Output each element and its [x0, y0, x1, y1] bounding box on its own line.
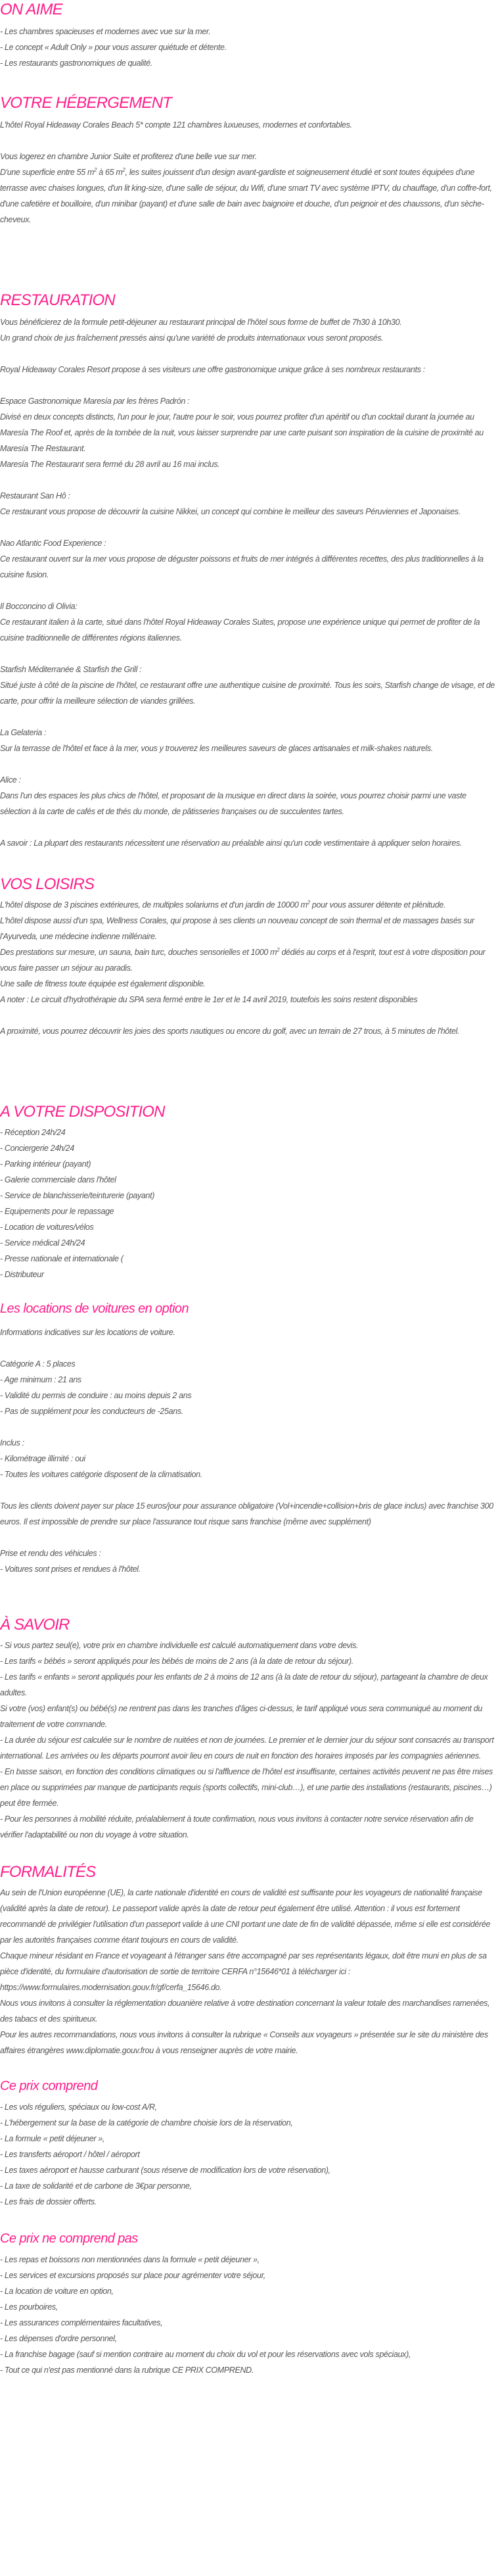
restaurant-block — [0, 662, 498, 709]
list-item: - Parking intérieur (payant) — [0, 1159, 91, 1169]
restaurant-description: Ce restaurant ouvert sur la mer vous propose de déguster poissons et fruits de mer intégrés à différentes recettes, des plus traditionnelles à la cuisine fusion. — [0, 554, 484, 579]
list-item: - Les frais de dossier offerts. — [0, 2197, 97, 2206]
breakfast-info: Vous bénéficierez de la formule petit-déjeuner au restaurant principal de l'hôtel sous forme de buffet de 7h30 à 10h30. — [0, 318, 402, 327]
section-title-on-aime: ON AIME — [0, 1, 62, 18]
section-title-restauration: RESTAURATION — [0, 291, 115, 309]
pickup-label: Prise et rendu des véhicules : — [0, 1549, 101, 1558]
list-item: - Les transferts aéroport / hôtel / aéroport — [0, 2150, 140, 2159]
room-type: Vous logerez en chambre Junior Suite et profiterez d'une belle vue sur mer. — [0, 152, 257, 161]
section-title-price-excludes: Ce prix ne comprend pas — [0, 2231, 138, 2246]
section-loisirs — [0, 875, 498, 1039]
restaurant-name: Espace Gastronomique Maresía par les frères Padrón : — [0, 397, 190, 406]
list-item: - Location de voitures/vélos — [0, 1223, 94, 1232]
section-title-formalites: FORMALITÉS — [0, 1863, 96, 1881]
cerfa-link[interactable] — [0, 1980, 498, 1995]
restaurant-name: La Gelateria : — [0, 728, 47, 737]
list-item: - Equipements pour le repassage — [0, 1207, 114, 1216]
minors-info: Chaque mineur résidant en France et voyageant à l'étranger sans être accompagné par ses représentants légaux, doit être muni en plus de sa pièce d'identité, du formulaire d'autorisation de sortie de territoire CERFA n°15646*01 à télécharger ici : — [0, 1951, 487, 1976]
restaurant-description: Divisé en deux concepts distincts, l'un pour le jour, l'autre pour le soir, vous pourrez profiter d'un apéritif ou d'un cocktail durant la journée au Maresía The Roof et, après de la tombée de la nuit, vous laisser surprendre par une carte puisant son inspiration de la cuisine de proximité au Maresía The Restaurant. — [0, 412, 484, 453]
spa-info: L'hôtel dispose aussi d'un spa, Wellness Corales, qui propose à ses clients un nouveau concept de soin thermal et de massages basés sur l'Ayurveda, une médecine indienne millénaire. — [0, 916, 474, 941]
restaurant-block — [0, 488, 498, 520]
info-line: - Pour les personnes à mobilité réduite, préalablement à toute confirmation, nous vous invitons à contacter notre service réservation afin de vérifier l'adaptabilité ou non du voyage à votre situation. — [0, 1814, 474, 1839]
restaurant-description: Ce restaurant vous propose de découvrir la cuisine Nikkei, un concept qui combine le meilleur des saveurs Péruviennes et Japonaises. — [0, 507, 461, 516]
list-item: - Les vols réguliers, spéciaux ou low-cost A/R, — [0, 2102, 157, 2112]
car-rental-intro: Informations indicatives sur les locations de voiture. — [0, 1328, 175, 1337]
eu-id-info: Au sein de l'Union européenne (UE), la carte nationale d'identité en cours de validité est suffisante pour les voyageurs de nationalité française (validité après la date de retour). Le passeport valide après la date de retour peut également être utilisé. Attention : il vous est fortement recommandé de privilégier l'utilisation d'un passeport valide à une CNI portant une date de fin de validité dépassée, même si elle est considérée par les autorités françaises comme étant toujours en cours de validité. — [0, 1888, 491, 1945]
section-title-loisirs: VOS LOISIRS — [0, 875, 95, 893]
restaurant-block — [0, 725, 498, 756]
restaurant-description: Situé juste à côté de la piscine de l'hôtel, ce restaurant offre une authentique cuisine de proximité. Tous les soirs, Starfish change de visage, et de carte, pour offrir la meilleure sélection de viandes grillées. — [0, 681, 495, 706]
section-title-car-rental: Les locations de voitures en option — [0, 1301, 189, 1316]
restaurant-name: Il Bocconcino di Olivia: — [0, 602, 78, 611]
list-item: - Réception 24h/24 — [0, 1128, 66, 1137]
restaurant-block — [0, 598, 498, 646]
room-description: D'une superficie entre 55 $m^2$ à 65 $m^2$, les suites jouissent d'un design avant-gardiste et soigneusement étudié et sont toutes équipées d'une terrasse avec chaises longues, d'un lit king-size, d'une salle de séjour, du Wifi, d'une smart TV avec système IPTV, du chauffage, d'un coffre-fort, d'une cafetière et bouilloire, d'un minibar (payant) et d'une salle de bain avec baignoire et douche, d'un peignoir et des chaussons, d'un sèche-cheveux. — [0, 166, 492, 224]
spa-services: Des prestations sur mesure, un sauna, bain turc, douches sensorielles et 1000 $m^2$ dédiés au corps et à l'esprit, tout est à votre disposition pour vous faire passer un séjour au paradis. — [0, 946, 486, 973]
section-title-hebergement: VOTRE HÉBERGEMENT — [0, 94, 172, 112]
list-item: - La formule « petit déjeuner », — [0, 2134, 105, 2143]
info-line: - Les tarifs « enfants » seront appliqués pour les enfants de 2 à moins de 12 ans (à la date de retour du séjour), partageant la chambre de deux adultes. — [0, 1672, 488, 1697]
restaurant-name: Restaurant San Hô : — [0, 491, 70, 500]
list-item: - Les chambres spacieuses et modernes avec vue sur la mer. — [0, 27, 211, 36]
included-label: Inclus : — [0, 1438, 24, 1447]
spa-closure-note: A noter : Le circuit d'hydrothérapie du SPA sera fermé entre le 1er et le 14 avril 2019, toutefois les soins restent disponibles — [0, 995, 418, 1004]
section-restauration — [0, 291, 498, 851]
section-hebergement — [0, 93, 498, 228]
list-item: - Presse nationale et internationale ( — [0, 1254, 124, 1263]
list-item: - Les restaurants gastronomiques de qualité. — [0, 59, 152, 68]
cerfa-url-link[interactable]: https://www.formulaires.modernisation.gouv.fr/gf/cerfa_15646.do. — [0, 1983, 222, 1992]
list-item: - Tout ce qui n'est pas mentionné dans la rubrique CE PRIX COMPREND. — [0, 2366, 254, 2375]
restaurants-intro: Royal Hideaway Corales Resort propose à ses visiteurs une offre gastronomique unique grâce à ses nombreux restaurants : — [0, 365, 425, 374]
list-item: - Les assurances complémentaires facultatives, — [0, 2318, 163, 2327]
list-item: - Les repas et boissons non mentionnées dans la formule « petit déjeuner », — [0, 2255, 260, 2264]
list-item: - Le concept « Adult Only » pour vous assurer quiétude et détente. — [0, 43, 227, 52]
restaurant-name: Starfish Méditerranée & Starfish the Grill : — [0, 665, 142, 674]
restaurant-note: Maresía The Restaurant sera fermé du 28 avril au 16 mai inclus. — [0, 460, 220, 469]
list-item: - Age minimum : 21 ans — [0, 1375, 81, 1384]
list-item: - Distributeur — [0, 1270, 44, 1279]
section-disposition — [0, 1102, 498, 1282]
restaurant-name: Alice : — [0, 775, 21, 785]
list-item: - Kilométrage illimité : oui — [0, 1454, 85, 1463]
list-item: - Pas de supplément pour les conducteurs de -25ans. — [0, 1407, 183, 1416]
restaurant-name: Nao Atlantic Food Experience : — [0, 539, 106, 548]
list-item: - Les taxes aéroport et hausse carburant (sous réserve de modification lors de votre réservation), — [0, 2166, 330, 2175]
list-item: - La location de voiture en option, — [0, 2287, 114, 2296]
restaurant-description: Dans l'un des espaces les plus chics de l'hôtel, et proposant de la musique en direct dans la soirée, vous pourrez choisir parmi une vaste sélection à la carte de cafés et de thés du monde, de pâtisseries françaises ou de succulentes tartes. — [0, 791, 466, 816]
section-title-disposition: A VOTRE DISPOSITION — [0, 1103, 165, 1121]
restaurant-description: Ce restaurant italien à la carte, situé dans l'hôtel Royal Hideaway Corales Suites, propose une expérience unique qui permet de profiter de la cuisine traditionnelle de différentes régions italiennes. — [0, 618, 480, 643]
list-item: - Service de blanchisserie/teinturerie (payant) — [0, 1191, 155, 1200]
restaurant-block — [0, 393, 498, 472]
info-line: - En basse saison, en fonction des conditions climatiques ou si l'affluence de l'hôtel est insuffisante, certaines activités peuvent ne pas être mises en place ou supprimées par manque de participants requis (sports collectifs, mini-club…), et une partie des installations (restaurants, piscines…) peut être fermée. — [0, 1767, 493, 1808]
section-price-excludes — [0, 2229, 498, 2378]
info-line: Si votre (vos) enfant(s) ou bébé(s) ne rentrent pas dans les tranches d'âges ci-dessus, le tarif appliqué vous sera communiqué au moment du traitement de votre commande. — [0, 1704, 483, 1729]
list-item: - Voitures sont prises et rendues à l'hôtel. — [0, 1565, 141, 1574]
list-item: - L'hébergement sur la base de la catégorie de chambre choisie lors de la réservation, — [0, 2118, 293, 2127]
list-item: - Galerie commerciale dans l'hôtel — [0, 1175, 116, 1184]
section-price-includes — [0, 2077, 498, 2210]
section-title-price-includes: Ce prix comprend — [0, 2079, 98, 2093]
car-category: Catégorie A : 5 places — [0, 1359, 76, 1369]
restaurant-block — [0, 535, 498, 583]
list-item: - La franchise bagage (sauf si mention contraire au moment du choix du vol et pour les réservations avec vols spéciaux), — [0, 2350, 411, 2359]
travel-advice: Pour les autres recommandations, nous vous invitons à consulter la rubrique « Conseils aux voyageurs » présentée sur le site du ministère des affaires étrangères www.diplomatie.gouv.frou à vous renseigner auprès de votre mairie. — [0, 2030, 488, 2055]
section-title-a-savoir: À SAVOIR — [0, 1616, 70, 1634]
section-a-savoir — [0, 1615, 498, 1843]
section-formalites — [0, 1862, 498, 2058]
list-item: - Les pourboires, — [0, 2302, 58, 2312]
list-item: - Service médical 24h/24 — [0, 1238, 85, 1248]
info-line: - La durée du séjour est calculée sur le nombre de nuitées et non de journées. Le premier et le dernier jour du séjour sont consacrés au transport international. Les arrivées ou les départs pourront avoir lieu en cours de nuit en fonction des horaires imposés par les compagnies aériennes. — [0, 1736, 494, 1761]
list-item: - Toutes les voitures catégorie disposent de la climatisation. — [0, 1470, 202, 1479]
list-item: - Les dépenses d'ordre personnel, — [0, 2334, 117, 2343]
pools-info: L'hôtel dispose de 3 piscines extérieures, de multiples solariums et d'un jardin de 10000 $m^2$ pour vous assurer détente et plénitude. — [0, 899, 446, 910]
insurance-info: Tous les clients doivent payer sur place 15 euros/jour pour assurance obligatoire (Vol+incendie+collision+bris de glace inclus) avec franchise 300 euros. Il est impossible de prendre sur place l'assurance tout risque sans franchise (même avec supplément) — [0, 1501, 493, 1526]
info-line: - Les tarifs « bébés » seront appliqués pour les bébés de moins de 2 ans (à la date de retour du séjour). — [0, 1657, 353, 1666]
section-car-rental — [0, 1300, 498, 1577]
info-line: - Si vous partez seul(e), votre prix en chambre individuelle est calculé automatiquement dans votre devis. — [0, 1641, 359, 1650]
restaurant-description: Sur la terrasse de l'hôtel et face à la mer, vous y trouverez les meilleures saveurs de glaces artisanales et milk-shakes naturels. — [0, 744, 433, 753]
restaurants-note: A savoir : La plupart des restaurants nécessitent une réservation au préalable ainsi qu'un code vestimentaire à appliquer selon horaires. — [0, 838, 463, 848]
list-item: - Conciergerie 24h/24 — [0, 1144, 74, 1153]
nearby-activities: A proximité, vous pourrez découvrir les joies des sports nautiques ou encore du golf, avec un terrain de 27 trous, à 5 minutes de l'hôtel. — [0, 1027, 460, 1036]
customs-info: Nous vous invitons à consulter la réglementation douanière relative à votre destination concernant la valeur totale des marchandises ramenées, des tabacs et des spiritueux. — [0, 1999, 490, 2024]
list-item: - Validité du permis de conduire : au moins depuis 2 ans — [0, 1391, 192, 1400]
breakfast-info: Un grand choix de jus fraîchement pressés ainsi qu'une variété de produits internationaux vous seront proposés. — [0, 333, 384, 343]
list-item: - La taxe de solidarité et de carbone de 3€par personne, — [0, 2181, 192, 2191]
list-item: - Les services et excursions proposés sur place pour agrémenter votre séjour, — [0, 2271, 265, 2280]
hotel-intro: L'hôtel Royal Hideaway Corales Beach 5* compte 121 chambres luxueuses, modernes et confortables. — [0, 120, 352, 130]
restaurant-block — [0, 772, 498, 819]
fitness-info: Une salle de fitness toute équipée est également disponible. — [0, 979, 206, 988]
section-on-aime — [0, 0, 498, 71]
